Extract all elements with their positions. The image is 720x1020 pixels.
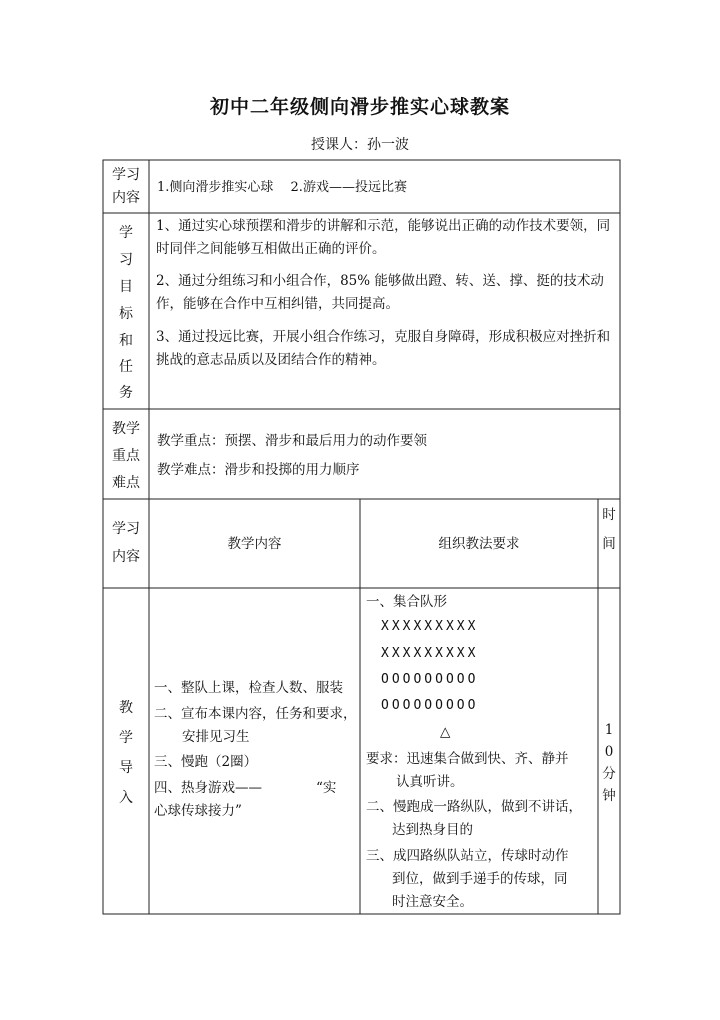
method-req-2b: 达到热身目的 [392,822,473,838]
method-req-1: 要求：迅速集合做到快、齐、静并 [366,751,569,767]
content-text: 1.侧向滑步推实心球 2.游戏——投远比赛 [157,180,407,195]
method-req-3b: 到位，做到手递手的传球，同 [392,871,568,887]
author-line: 授课人：孙一波 [311,137,409,153]
header-col1-line2: 内容 [112,549,140,565]
time-char-4: 钟 [602,788,616,804]
intro-content-4: 四、热身游戏—— “实 [154,780,337,796]
header-time-line2: 间 [602,536,616,552]
teacher-position-icon: △ [440,724,451,740]
formation-row-3: OOOOOOOOO [381,672,479,687]
goals-label-4: 标 [119,306,133,322]
header-time-line1: 时 [602,507,616,523]
goals-label-2: 习 [119,252,133,268]
goal-item-1: 1、通过实心球预摆和滑步的讲解和示范，能够说出正确的动作技术要领，同时同伴之间能够互相做出正确的评价。 [156,218,611,257]
intro-label-4: 入 [119,790,133,806]
document-title: 初中二年级侧向滑步推实心球教案 [209,96,510,118]
content-label: 学习内容 [112,167,140,206]
method-heading: 一、集合队形 [366,594,447,610]
key-point-text: 教学重点：预摆、滑步和最后用力的动作要领 [157,433,427,449]
goal-item-3: 3、通过投远比赛，开展小组合作练习，克服自身障碍，形成积极应对挫折和挑战的意志品质以及团结合作的精神。 [156,329,611,368]
goals-label-7: 务 [119,385,133,401]
goal-item-2: 2、通过分组练习和小组合作，85% 能够做出蹬、转、送、撑、挺的技术动作，能够在合作中互相纠错，共同提高。 [156,273,604,312]
difficult-point-text: 教学难点：滑步和投掷的用力顺序 [157,462,360,478]
time-char-1: 1 [604,722,614,738]
formation-row-2: XXXXXXXXX [381,646,479,661]
formation-row-4: OOOOOOOOO [381,698,479,713]
method-req-3c: 时注意安全。 [392,894,473,910]
key-label-3: 难点 [112,475,140,491]
intro-content-1: 一、整队上课，检查人数、服装 [154,680,343,696]
header-teaching-content: 教学内容 [227,536,282,552]
method-req-3: 三、成四路纵队站立，传球时动作 [366,848,569,864]
time-char-2: 0 [604,744,614,760]
header-col1-line1: 学习 [112,521,140,537]
method-req-2: 二、慢跑成一路纵队，做到不讲话， [366,799,582,815]
time-char-3: 分 [602,766,616,782]
key-label-1: 教学 [112,421,140,437]
goals-label-6: 任 [119,359,133,375]
goals-label-3: 目 [119,279,133,295]
goals-label-1: 学 [119,225,133,241]
intro-label-1: 教 [119,700,133,716]
intro-content-2: 二、宣布本课内容，任务和要求， [154,706,357,722]
intro-content-3: 三、慢跑（2圈） [154,754,258,770]
intro-content-4b: 心球传球接力” [154,803,242,819]
intro-content-2b: 安排见习生 [182,729,250,745]
intro-label-2: 学 [119,730,133,746]
header-organization-method: 组织教法要求 [438,536,520,552]
goals-label-5: 和 [119,333,133,349]
method-req-1b: 认真听讲。 [396,774,464,790]
intro-label-3: 导 [119,760,133,776]
formation-row-1: XXXXXXXXX [381,619,479,634]
key-label-2: 重点 [112,448,140,464]
